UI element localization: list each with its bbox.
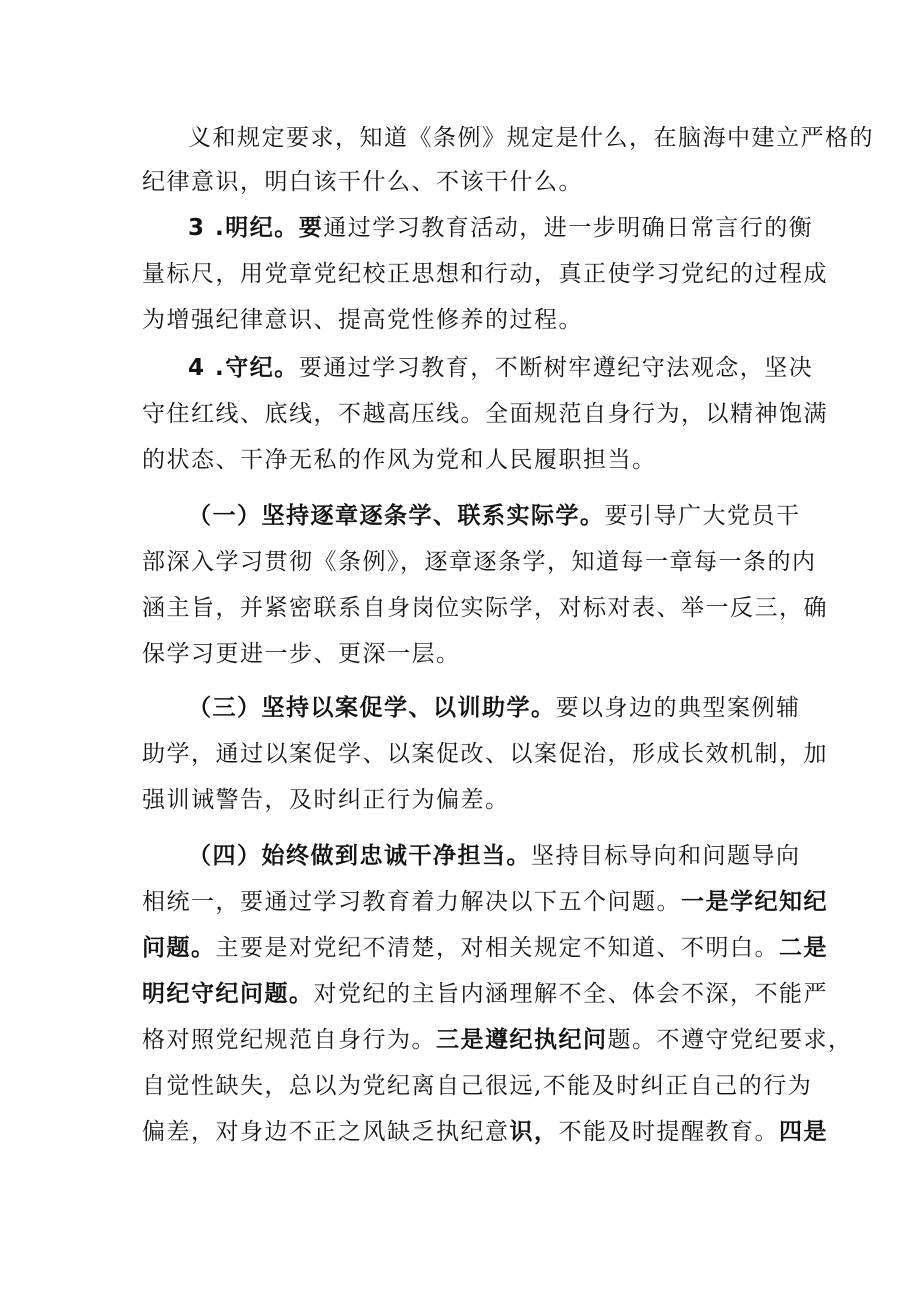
text-line: [188, 208, 814, 248]
text-line: [188, 496, 801, 536]
body-text: 偏差，对身边不正之风缺乏执纪意: [142, 1119, 510, 1145]
text-line: [142, 440, 782, 480]
body-text: 纪律意识，明白该干什么、不该干什么。: [142, 169, 583, 195]
body-text: 相统一，要通过学习教育着力解决以下五个问题。: [142, 889, 681, 915]
text-line: [142, 1066, 813, 1106]
text-line: [142, 542, 817, 582]
text-line: [142, 928, 828, 968]
bold-text: 问题。: [142, 935, 216, 961]
text-line: [188, 348, 814, 388]
body-text: 为增强纪律意识、提高党性修养的过程。: [142, 307, 583, 333]
body-text: 要通过学习教育，不断树牢遵纪守法观念，坚决: [298, 355, 814, 381]
text-line: [188, 688, 801, 728]
text-line: [142, 974, 828, 1014]
bold-text: 二是: [779, 935, 828, 961]
body-text: 格对照党纪规范自身行为。: [142, 1027, 436, 1053]
body-text: 保学习更进一步、更深一层。: [142, 641, 461, 667]
body-text: 自觉性缺失，总以为党纪离自己很远,不能及时纠正自己的行为: [142, 1073, 813, 1099]
text-line: [142, 162, 782, 202]
body-text: 要以身边的典型案例辅: [555, 695, 801, 721]
body-text: 守住红线、底线，不越高压线。全面规范自身行为，以精神饱满: [142, 401, 828, 427]
body-text: 主要是对党纪不清楚，对相关规定不知道、不明白。: [215, 935, 779, 961]
bold-text: （四）始终做到忠诚干净担当。: [188, 843, 531, 869]
text-line: [188, 118, 874, 158]
bold-text: （一）坚持逐章逐条学、联系实际学。: [188, 503, 605, 529]
bold-text: （三）坚持以案促学、以训助学。: [188, 695, 556, 721]
body-text: 涵主旨，并紧密联系自身岗位实际学，对标对表、举一反三，确: [142, 595, 828, 621]
text-line: [142, 394, 828, 434]
body-text: 的状态、干净无私的作风为党和人民履职担当。: [142, 447, 657, 473]
text-line: [142, 1020, 853, 1060]
text-line: [188, 836, 801, 876]
text-line: [142, 634, 782, 674]
bold-text: 识，: [509, 1119, 559, 1145]
body-text: 不能及时提醒教育。: [558, 1119, 779, 1145]
text-line: [142, 300, 782, 340]
body-text: 部深入学习贯彻《条例》，逐章逐条学，知道每一章每一条的内: [142, 549, 817, 575]
body-text: 对党纪的主旨内涵理解不全、体会不深，不能严: [313, 981, 828, 1007]
bold-text: 三是遵纪执纪问: [436, 1027, 608, 1053]
bold-text: 四是: [779, 1119, 828, 1145]
text-line: [142, 254, 828, 294]
text-line: [142, 882, 828, 922]
bold-text: 一是学纪知纪: [681, 889, 828, 915]
bold-text: 4 .守纪。: [188, 355, 299, 381]
body-text: 要引导广大党员干: [604, 503, 801, 529]
bold-text: 3 .明纪。要: [188, 215, 324, 241]
text-line: [142, 734, 828, 774]
body-text: 助学，通过以案促学、以案促改、以案促治，形成长效机制，加: [142, 741, 828, 767]
body-text: 通过学习教育活动，进一步明确日常言行的衡: [323, 215, 814, 241]
body-text: 义和规定要求，知道《条例》规定是什么，在脑海中建立严格的: [188, 125, 874, 151]
body-text: 坚持目标导向和问题导向: [531, 843, 801, 869]
text-line: [142, 1112, 828, 1152]
bold-text: 明纪守纪问题。: [142, 981, 314, 1007]
text-line: [142, 780, 782, 820]
text-line: [142, 588, 828, 628]
body-text: 强训诫警告，及时纠正行为偏差。: [142, 787, 510, 813]
body-text: 题。不遵守党纪要求，: [607, 1027, 853, 1053]
body-text: 量标尺，用党章党纪校正思想和行动，真正使学习党纪的过程成: [142, 261, 828, 287]
